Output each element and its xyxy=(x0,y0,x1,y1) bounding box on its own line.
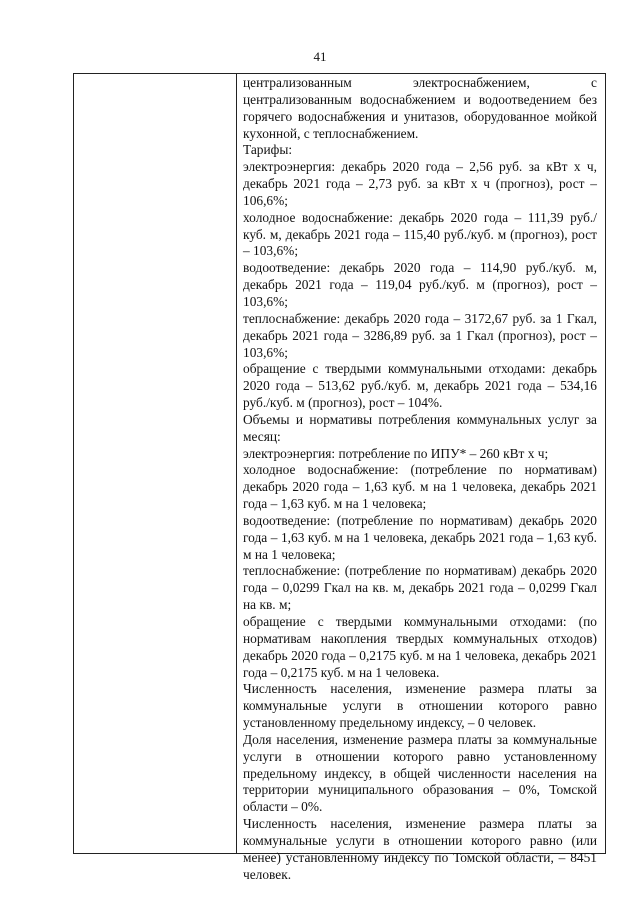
paragraph: теплоснабжение: (потребление по нормативам) декабрь 2020 года – 0,0299 Гкал на кв. м, декабрь 2021 года – 0,0299 Гкал на кв. м; xyxy=(243,563,597,613)
document-table xyxy=(73,73,606,882)
paragraph: электроэнергия: декабрь 2020 года – 2,56 руб. за кВт х ч, декабрь 2021 года – 2,73 руб. за кВт х ч (прогноз), рост – 106,6%; xyxy=(243,159,597,208)
paragraph: обращение с твердыми коммунальными отходами: (по нормативам накопления твердых коммунальных отходов) декабрь 2020 года – 0,2175 куб. м на 1 человека, декабрь 2021 года – 0,2175 куб. м на 1 человека. xyxy=(243,614,597,680)
paragraph: централизованным электроснабжением, с xyxy=(243,75,597,90)
paragraph: Тарифы: xyxy=(243,142,293,158)
paragraph: холодное водоснабжение: (потребление по нормативам) декабрь 2020 года – 1,63 куб. м на 1 человека, декабрь 2021 года – 1,63 куб. м на 1 человека; xyxy=(243,462,597,512)
paragraph: Доля населения, изменение размера платы за коммунальные услуги в отношении которого равно установленному предельному индексу, в общей численности населения на территории муниципального образования – 0%, Томской области – 0%. xyxy=(243,731,597,815)
paragraph: водоотведение: декабрь 2020 года – 114,90 руб./куб. м, декабрь 2021 года – 119,04 руб./куб. м (прогноз), рост – 103,6%; xyxy=(243,260,597,309)
paragraph: централизованным водоснабжением и водоотведением без горячего водоснабжения и унитазов, оборудованное мойкой кухонной, с теплоснабжением. xyxy=(243,91,597,141)
paragraph: Объемы и нормативы потребления коммунальных услуг за месяц: xyxy=(243,411,597,444)
page-number: 41 xyxy=(313,49,327,64)
paragraph: электроэнергия: потребление по ИПУ* – 260 кВт х ч; xyxy=(243,445,549,461)
paragraph: холодное водоснабжение: декабрь 2020 года – 111,39 руб./куб. м, декабрь 2021 года – 115,40 руб./куб. м (прогноз), рост – 103,6%; xyxy=(243,209,597,259)
table-left-cell xyxy=(74,74,237,853)
table-right-cell xyxy=(237,74,605,882)
paragraph: теплоснабжение: декабрь 2020 года – 3172,67 руб. за 1 Гкал, декабрь 2021 года – 3286,89 руб. за 1 Гкал (прогноз), рост – 103,6%; xyxy=(243,310,597,360)
paragraph: обращение с твердыми коммунальными отходами: декабрь 2020 года – 513,62 руб./куб. м, декабрь 2021 года – 534,16 руб./куб. м (прогноз), рост – 104%. xyxy=(243,361,597,411)
paragraph: Численность населения, изменение размера платы за коммунальные услуги в отношении которого равно (или менее) установленному индексу по Томской области, – 8451 человек. xyxy=(243,816,597,882)
paragraph: Численность населения, изменение размера платы за коммунальные услуги в отношении которого равно установленному предельному индексу, – 0 человек. xyxy=(243,681,597,731)
paragraph: водоотведение: (потребление по нормативам) декабрь 2020 года – 1,63 куб. м на 1 человека, декабрь 2021 года – 1,63 куб. м на 1 человека; xyxy=(243,512,597,562)
